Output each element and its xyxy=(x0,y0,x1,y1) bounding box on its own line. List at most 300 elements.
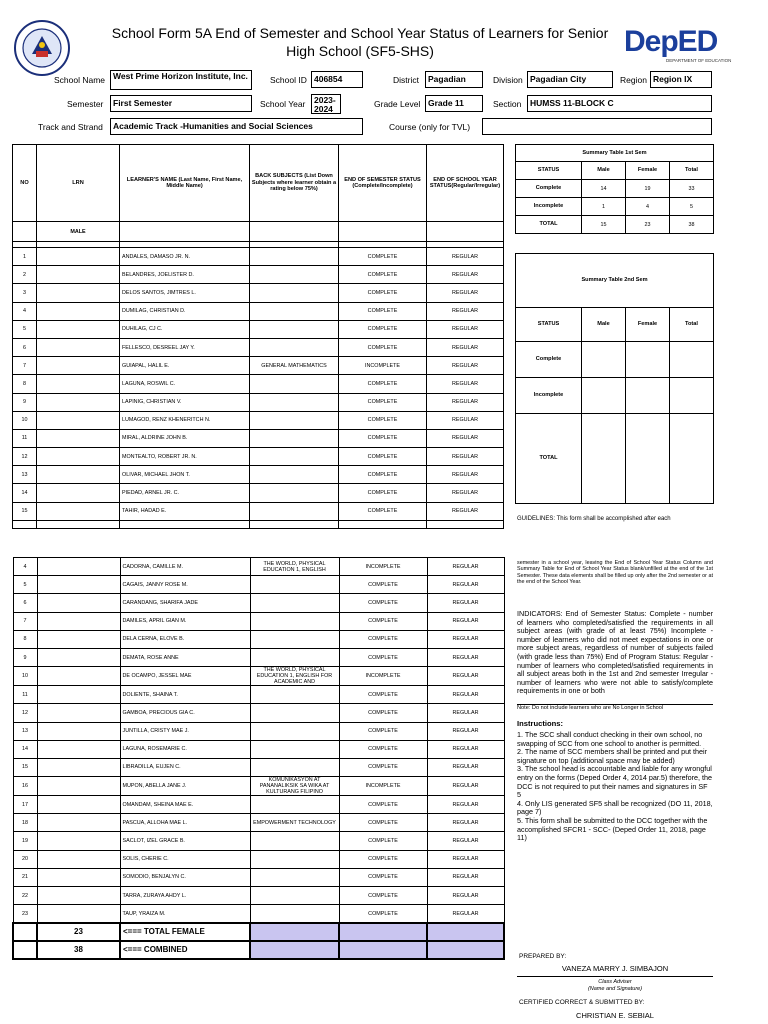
table-row xyxy=(13,320,504,338)
table-row xyxy=(13,905,504,923)
row-lrn xyxy=(37,429,120,447)
row-no: 11 xyxy=(13,686,37,704)
row-name: JUNTILLA, CRISTY MAE J. xyxy=(120,722,250,740)
instruction-item: 4. Only LIS generated SF5 shall be recognized (DO 11, 2018, page 7) xyxy=(517,798,713,817)
row-back-subjects xyxy=(250,466,339,484)
row-sem-status: COMPLETE xyxy=(339,887,427,905)
row-lrn xyxy=(37,302,120,320)
summary-table-1st-sem xyxy=(515,144,714,234)
school-year-field[interactable]: 2023-2024 xyxy=(311,94,341,114)
row-no: 20 xyxy=(13,850,37,868)
table-row xyxy=(13,758,504,776)
row-no: 2 xyxy=(13,266,37,284)
semester-field[interactable]: First Semester xyxy=(110,95,252,112)
row-no: 8 xyxy=(13,375,37,393)
deped-seal-icon xyxy=(14,20,70,76)
row-sem-status: INCOMPLETE xyxy=(339,357,427,375)
row-sem-status: INCOMPLETE xyxy=(339,558,427,576)
indicators-text: INDICATORS: End of Semester Status: Complete - number of learners who completed/satisfied the requirements in all subject areas (with grade of at least 75%) Incomplete - number of learners who did not meet expectations in one or more subject areas, regardless of number of subjects failed (with grade less than 75%) End of Program Status: Regular - number of learners who completed/satisfied requirements in all subject areas both in the 1st and 2nd semester Irregular - number of learners who were not able to satisfy/complete requirements in one or both xyxy=(517,610,713,696)
table-row xyxy=(13,302,504,320)
row-sem-status: COMPLETE xyxy=(339,740,427,758)
section-label: Section xyxy=(493,99,522,109)
row-no: 11 xyxy=(13,429,37,447)
row-sy-status: REGULAR xyxy=(427,777,504,796)
row-sem-status: COMPLETE xyxy=(339,796,427,814)
summary1-complete-male: 14 xyxy=(582,180,626,198)
row-sem-status: COMPLETE xyxy=(339,266,427,284)
row-no: 7 xyxy=(13,612,37,630)
row-no: 21 xyxy=(13,868,37,886)
row-sy-status: REGULAR xyxy=(427,502,504,520)
row-sy-status: REGULAR xyxy=(427,667,504,686)
row-name: DUHILAG, CJ C. xyxy=(120,320,250,338)
row-lrn xyxy=(37,612,120,630)
instruction-item: 3. The school head is accountable and liable for any wrongful entry on the forms (Deped Order 4, 2014 par.5) therefore, the DCC is not required to put their names and signatures in SF 5 xyxy=(517,764,712,800)
row-back-subjects: GENERAL MATHEMATICS xyxy=(250,357,339,375)
row-sem-status: COMPLETE xyxy=(339,850,427,868)
row-back-subjects xyxy=(250,630,339,648)
row-sem-status: INCOMPLETE xyxy=(339,667,427,686)
row-lrn xyxy=(37,686,120,704)
certified-label: CERTIFIED CORRECT & SUBMITTED BY: xyxy=(519,999,645,1006)
row-back-subjects xyxy=(250,686,339,704)
instruction-item: 1. The SCC shall conduct checking in their own school, no swapping of SCC from one school to another is permitted. xyxy=(517,730,703,748)
row-sy-status: REGULAR xyxy=(427,357,504,375)
row-name: LUMAGOD, RENZ KHENERITCH N. xyxy=(120,411,250,429)
row-no: 15 xyxy=(13,758,37,776)
combined-count: 38 xyxy=(37,941,120,959)
row-no: 10 xyxy=(13,411,37,429)
row-sem-status: COMPLETE xyxy=(339,484,427,502)
row-sy-status: REGULAR xyxy=(427,686,504,704)
table-row xyxy=(13,284,504,302)
summary2-total-label: TOTAL xyxy=(516,414,582,504)
row-back-subjects xyxy=(250,905,339,923)
row-sem-status: COMPLETE xyxy=(339,868,427,886)
learners-table-female xyxy=(12,557,505,960)
row-back-subjects: THE WORLD, PHYSICAL EDUCATION 1, ENGLISH FOR ACADEMIC AND xyxy=(250,667,339,686)
row-name: TAUP, YRAIZA M. xyxy=(120,905,250,923)
prepared-by-role: Class Adviser xyxy=(598,979,632,985)
row-back-subjects xyxy=(250,375,339,393)
row-name: LAGUNA, ROSWIL C. xyxy=(120,375,250,393)
row-lrn xyxy=(37,777,120,796)
summary1-total-label: TOTAL xyxy=(516,216,582,234)
row-lrn xyxy=(37,796,120,814)
row-name: PASCUA, ALLOHA MAE L. xyxy=(120,814,250,832)
prepared-by-name: VANEZA MARRY J. SIMBAJON xyxy=(517,964,713,977)
row-sy-status: REGULAR xyxy=(427,284,504,302)
row-name: TAHIR, HADAD E. xyxy=(120,502,250,520)
row-back-subjects xyxy=(250,758,339,776)
total-female-label: <=== TOTAL FEMALE xyxy=(120,923,250,941)
row-no: 5 xyxy=(13,576,37,594)
table-row xyxy=(13,266,504,284)
row-name: OLIVAR, MICHAEL JHON T. xyxy=(120,466,250,484)
summary1-total-header: Total xyxy=(670,162,714,180)
row-sy-status: REGULAR xyxy=(427,704,504,722)
row-sy-status: REGULAR xyxy=(427,648,504,666)
row-lrn xyxy=(37,722,120,740)
row-name: SOMODIO, BENJALYN C. xyxy=(120,868,250,886)
row-name: SACLOT, IZEL GRACE B. xyxy=(120,832,250,850)
row-lrn xyxy=(37,284,120,302)
row-name: CARANDANG, SHARIFA JADE xyxy=(120,594,250,612)
section-field[interactable]: HUMSS 11-BLOCK C xyxy=(527,95,712,112)
row-lrn xyxy=(37,393,120,411)
learners-table-male xyxy=(12,144,504,529)
row-back-subjects: EMPOWERMENT TECHNOLOGY xyxy=(250,814,339,832)
row-back-subjects xyxy=(250,796,339,814)
row-lrn xyxy=(37,411,120,429)
row-name: DAMILES, APRIL GIAN M. xyxy=(120,612,250,630)
table-row xyxy=(13,248,504,266)
row-back-subjects xyxy=(250,320,339,338)
table-row xyxy=(13,686,504,704)
row-sem-status: COMPLETE xyxy=(339,576,427,594)
certified-name: CHRISTIAN E. SEBIAL xyxy=(576,1011,654,1020)
summary1-total-male: 15 xyxy=(582,216,626,234)
row-lrn xyxy=(37,484,120,502)
row-sy-status: REGULAR xyxy=(427,375,504,393)
row-sem-status: COMPLETE xyxy=(339,429,427,447)
table-row xyxy=(13,484,504,502)
row-sy-status: REGULAR xyxy=(427,466,504,484)
table-row xyxy=(13,704,504,722)
row-sy-status: REGULAR xyxy=(427,411,504,429)
row-sy-status: REGULAR xyxy=(427,594,504,612)
total-female-count: 23 xyxy=(37,923,120,941)
row-sem-status: COMPLETE xyxy=(339,302,427,320)
row-sem-status: COMPLETE xyxy=(339,411,427,429)
school-id-label: School ID xyxy=(270,75,307,85)
summary1-male-header: Male xyxy=(582,162,626,180)
school-name-label: School Name xyxy=(54,75,106,85)
school-name-field[interactable]: West Prime Horizon Institute, Inc. xyxy=(110,70,252,90)
row-sem-status: COMPLETE xyxy=(339,686,427,704)
row-back-subjects: THE WORLD, PHYSICAL EDUCATION 1, ENGLISH xyxy=(250,558,339,576)
row-sem-status: COMPLETE xyxy=(339,375,427,393)
row-sem-status: COMPLETE xyxy=(339,466,427,484)
row-no: 22 xyxy=(13,887,37,905)
row-lrn xyxy=(37,814,120,832)
summary1-complete-total: 33 xyxy=(670,180,714,198)
summary1-incomplete-female: 4 xyxy=(626,198,670,216)
table-row xyxy=(13,338,504,356)
table-row xyxy=(13,630,504,648)
row-lrn xyxy=(37,832,120,850)
table-row xyxy=(13,576,504,594)
row-lrn xyxy=(37,448,120,466)
grade-level-field[interactable]: Grade 11 xyxy=(425,95,483,112)
row-sy-status: REGULAR xyxy=(427,393,504,411)
summary2-female-header: Female xyxy=(626,308,670,342)
row-name: MUPON, ABELLA JANE J. xyxy=(120,777,250,796)
table-row xyxy=(13,502,504,520)
male-section-label: MALE xyxy=(37,222,120,242)
prepared-by-sub: (Name and Signature) xyxy=(587,986,643,992)
row-back-subjects xyxy=(250,429,339,447)
district-label: District xyxy=(393,75,419,85)
col-name-header: LEARNER'S NAME (Last Name, First Name, Middle Name) xyxy=(120,145,250,222)
row-name: DUMILAG, CHRISTIAN D. xyxy=(120,302,250,320)
row-back-subjects xyxy=(250,502,339,520)
row-sy-status: REGULAR xyxy=(427,484,504,502)
row-sem-status: COMPLETE xyxy=(339,630,427,648)
row-sem-status: COMPLETE xyxy=(339,320,427,338)
row-no: 7 xyxy=(13,357,37,375)
row-name: SOLIS, CHERIE C. xyxy=(120,850,250,868)
table-row xyxy=(13,375,504,393)
row-sy-status: REGULAR xyxy=(427,814,504,832)
row-no: 3 xyxy=(13,284,37,302)
row-sy-status: REGULAR xyxy=(427,576,504,594)
grade-level-label: Grade Level xyxy=(374,99,421,109)
summary1-total-total: 38 xyxy=(670,216,714,234)
row-lrn xyxy=(37,648,120,666)
track-field[interactable]: Academic Track -Humanities and Social Sciences xyxy=(110,118,363,135)
note-text: Note: Do not include learners who are No Longer in School xyxy=(517,704,713,711)
combined-label: <=== COMBINED xyxy=(120,941,250,959)
row-back-subjects xyxy=(250,338,339,356)
row-name: DELA CERNA, ELOVE B. xyxy=(120,630,250,648)
row-back-subjects xyxy=(250,648,339,666)
row-sem-status: COMPLETE xyxy=(339,814,427,832)
row-back-subjects xyxy=(250,850,339,868)
table-row xyxy=(13,648,504,666)
row-lrn xyxy=(37,248,120,266)
row-sy-status: REGULAR xyxy=(427,558,504,576)
instructions-list xyxy=(517,731,713,843)
table-row xyxy=(13,814,504,832)
school-year-label: School Year xyxy=(260,99,306,109)
row-name: DELOS SANTOS, JIMTRES L. xyxy=(120,284,250,302)
row-lrn xyxy=(37,630,120,648)
col-sem-status-header: END OF SEMESTER STATUS (Complete/Incomplete) xyxy=(339,145,427,222)
row-lrn xyxy=(37,375,120,393)
row-name: PIEDAD, ARNEL JR. C. xyxy=(120,484,250,502)
row-name: LAPINIG, CHRISTIAN V. xyxy=(120,393,250,411)
row-sem-status: COMPLETE xyxy=(339,648,427,666)
row-back-subjects xyxy=(250,284,339,302)
table-row xyxy=(13,429,504,447)
row-no: 14 xyxy=(13,484,37,502)
summary1-incomplete-label: Incomplete xyxy=(516,198,582,216)
row-no: 16 xyxy=(13,777,37,796)
row-no: 9 xyxy=(13,648,37,666)
row-sy-status: REGULAR xyxy=(427,612,504,630)
row-sem-status: COMPLETE xyxy=(339,905,427,923)
row-back-subjects xyxy=(250,576,339,594)
region-label: Region xyxy=(620,75,647,85)
row-no: 12 xyxy=(13,704,37,722)
col-back-header: BACK SUBJECTS (List Down Subjects where learner obtain a rating below 75%) xyxy=(250,145,339,222)
row-sy-status: REGULAR xyxy=(427,338,504,356)
row-sy-status: REGULAR xyxy=(427,850,504,868)
summary1-incomplete-total: 5 xyxy=(670,198,714,216)
row-lrn xyxy=(37,502,120,520)
row-sy-status: REGULAR xyxy=(427,448,504,466)
school-id-field[interactable]: 406854 xyxy=(311,71,363,88)
row-sy-status: REGULAR xyxy=(427,887,504,905)
table-row xyxy=(13,357,504,375)
table-row xyxy=(13,393,504,411)
course-field[interactable] xyxy=(482,118,712,135)
row-name: LAGUNA, ROSEMARIE C. xyxy=(120,740,250,758)
summary2-total-header: Total xyxy=(670,308,714,342)
row-name: DOLIENTE, SHAINA T. xyxy=(120,686,250,704)
row-lrn xyxy=(37,850,120,868)
row-name: CADORNA, CAMILLE M. xyxy=(120,558,250,576)
row-no: 10 xyxy=(13,667,37,686)
row-back-subjects xyxy=(250,612,339,630)
row-no: 12 xyxy=(13,448,37,466)
row-no: 5 xyxy=(13,320,37,338)
row-sem-status: COMPLETE xyxy=(339,832,427,850)
row-name: LIBRADILLA, EUJEN C. xyxy=(120,758,250,776)
instructions-title: Instructions: xyxy=(517,719,563,728)
row-sy-status: REGULAR xyxy=(427,429,504,447)
district-field[interactable]: Pagadian xyxy=(425,71,483,88)
summary1-complete-female: 19 xyxy=(626,180,670,198)
row-name: GAMBOA, PRECIOUS GIA C. xyxy=(120,704,250,722)
semester-label: Semester xyxy=(67,99,104,109)
row-back-subjects xyxy=(250,266,339,284)
row-lrn xyxy=(37,338,120,356)
instruction-item: 5. This form shall be submitted to the DCC together with the accomplished SFCR1 - SCC- (Deped Order 11, 2018, page 11) xyxy=(517,815,708,843)
row-name: MIRAL, ALDRINE JOHN B. xyxy=(120,429,250,447)
row-sem-status: COMPLETE xyxy=(339,248,427,266)
summary1-status-header: STATUS xyxy=(516,162,582,180)
row-lrn xyxy=(37,740,120,758)
row-back-subjects xyxy=(250,411,339,429)
table-row xyxy=(13,448,504,466)
row-name: GUIAPAL, HALIL E. xyxy=(120,357,250,375)
row-lrn xyxy=(37,704,120,722)
row-sem-status: COMPLETE xyxy=(339,448,427,466)
course-label: Course (only for TVL) xyxy=(389,122,471,132)
row-lrn xyxy=(37,868,120,886)
table-row xyxy=(13,887,504,905)
row-name: TARRA, ZURAYA AHDY L. xyxy=(120,887,250,905)
row-no: 17 xyxy=(13,796,37,814)
row-sem-status: COMPLETE xyxy=(339,704,427,722)
row-sem-status: COMPLETE xyxy=(339,393,427,411)
row-back-subjects: KOMUNIKASYON AT PANANALIKSIK SA WIKA AT KULTURANG FILIPINO xyxy=(250,777,339,796)
row-no: 13 xyxy=(13,722,37,740)
table-row xyxy=(13,667,504,686)
table-row xyxy=(13,722,504,740)
summary2-title: Summary Table 2nd Sem xyxy=(516,254,714,308)
row-sy-status: REGULAR xyxy=(427,868,504,886)
table-row xyxy=(13,466,504,484)
row-no: 9 xyxy=(13,393,37,411)
row-back-subjects xyxy=(250,832,339,850)
row-sem-status: COMPLETE xyxy=(339,338,427,356)
track-label: Track and Strand xyxy=(38,122,103,132)
table-row xyxy=(13,850,504,868)
row-sy-status: REGULAR xyxy=(427,320,504,338)
row-name: DE OCAMPO, JESSEL MAE xyxy=(120,667,250,686)
summary-table-2nd-sem xyxy=(515,253,714,504)
row-lrn xyxy=(37,594,120,612)
row-no: 13 xyxy=(13,466,37,484)
row-name: OMANDAM, SHEINA MAE E. xyxy=(120,796,250,814)
table-row xyxy=(13,740,504,758)
row-lrn xyxy=(37,667,120,686)
row-name: ANDALES, DAMASO JR. N. xyxy=(120,248,250,266)
row-sy-status: REGULAR xyxy=(427,740,504,758)
row-no: 1 xyxy=(13,248,37,266)
summary2-status-header: STATUS xyxy=(516,308,582,342)
row-back-subjects xyxy=(250,868,339,886)
row-sem-status: COMPLETE xyxy=(339,612,427,630)
summary1-incomplete-male: 1 xyxy=(582,198,626,216)
row-no: 6 xyxy=(13,594,37,612)
summary2-complete-label: Complete xyxy=(516,342,582,378)
row-back-subjects xyxy=(250,302,339,320)
table-row xyxy=(13,411,504,429)
deped-logo: DepED DEPARTMENT OF EDUCATION xyxy=(624,25,732,63)
row-sy-status: REGULAR xyxy=(427,630,504,648)
row-no: 8 xyxy=(13,630,37,648)
row-sy-status: REGULAR xyxy=(427,266,504,284)
row-sy-status: REGULAR xyxy=(427,302,504,320)
table-row xyxy=(13,777,504,796)
row-back-subjects xyxy=(250,248,339,266)
row-back-subjects xyxy=(250,393,339,411)
row-name: BELANDRES, JOELISTER D. xyxy=(120,266,250,284)
summary1-total-female: 23 xyxy=(626,216,670,234)
row-name: DEMATA, ROSE ANNE xyxy=(120,648,250,666)
row-sy-status: REGULAR xyxy=(427,905,504,923)
summary1-female-header: Female xyxy=(626,162,670,180)
row-lrn xyxy=(37,758,120,776)
division-label: Division xyxy=(493,75,523,85)
summary1-complete-label: Complete xyxy=(516,180,582,198)
row-back-subjects xyxy=(250,448,339,466)
summary2-male-header: Male xyxy=(582,308,626,342)
row-lrn xyxy=(37,466,120,484)
row-sy-status: REGULAR xyxy=(427,796,504,814)
row-back-subjects xyxy=(250,740,339,758)
row-sy-status: REGULAR xyxy=(427,758,504,776)
row-name: FELLESCO, DESREEL JAY Y. xyxy=(120,338,250,356)
row-no: 18 xyxy=(13,814,37,832)
row-sem-status: COMPLETE xyxy=(339,502,427,520)
row-lrn xyxy=(37,266,120,284)
table-row xyxy=(13,612,504,630)
row-sy-status: REGULAR xyxy=(427,722,504,740)
guidelines-text-2: semester in a school year, leaving the End of School Year Status Column and Summary Table for End of School Year Status blank/unfilled at the end of the 1st Semester. These data elements shall be filled up only after the 2nd semester or at the end of the School Year. xyxy=(517,560,713,586)
region-field[interactable]: Region IX xyxy=(650,71,712,88)
instruction-item: 2. The name of SCC members shall be printed and put their signature on top (additional space may be added) xyxy=(517,747,708,765)
row-lrn xyxy=(37,576,120,594)
row-sem-status: INCOMPLETE xyxy=(339,777,427,796)
table-row xyxy=(13,868,504,886)
row-sy-status: REGULAR xyxy=(427,832,504,850)
summary1-title: Summary Table 1st Sem xyxy=(516,145,714,162)
row-back-subjects xyxy=(250,722,339,740)
table-row xyxy=(13,594,504,612)
col-no-header: NO xyxy=(13,145,37,222)
row-no: 4 xyxy=(13,558,37,576)
prepared-by-label: PREPARED BY: xyxy=(519,953,567,960)
row-no: 4 xyxy=(13,302,37,320)
division-field[interactable]: Pagadian City xyxy=(527,71,613,88)
row-no: 14 xyxy=(13,740,37,758)
row-sem-status: COMPLETE xyxy=(339,594,427,612)
